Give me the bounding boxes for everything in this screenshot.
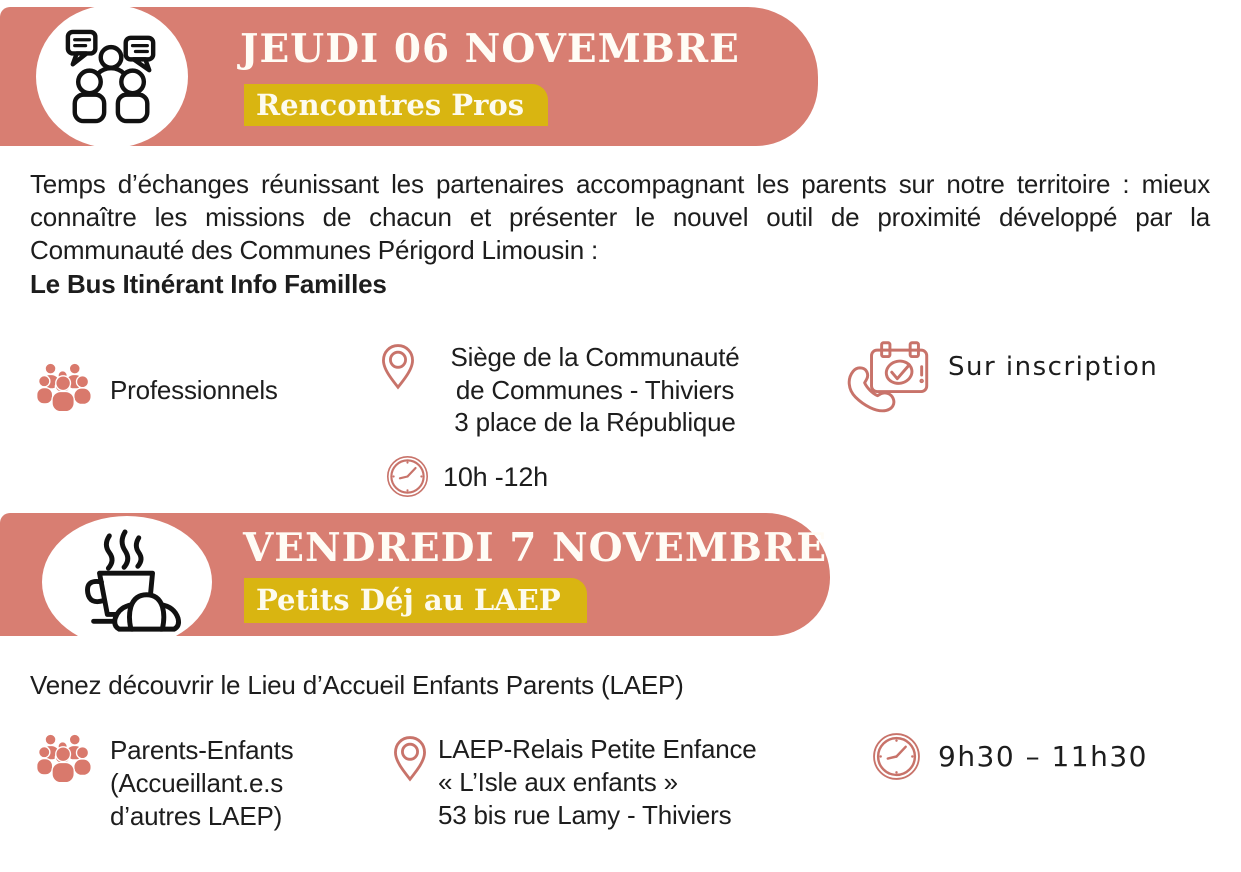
event2-audience-line2: (Accueillant.e.s — [110, 768, 284, 798]
event2-icon-circle — [42, 516, 212, 648]
event1-icon-circle — [36, 5, 188, 148]
event1-title: JEUDI 06 NOVEMBRE — [240, 26, 740, 72]
event1-location-line2: de Communes - Thiviers — [455, 374, 735, 405]
event2-location-line2: « L’Isle aux enfants » — [438, 767, 678, 797]
event1-description: Temps d’échanges réunissant les partenaires accompagnant les parents sur notre territoire : mieux connaître les missions de chacun et présenter le nouvel outil de proximité développé par la Communauté des Communes Périgord Limousin : — [30, 169, 1210, 265]
event2-time: 9h30 – 11h30 — [938, 740, 1148, 773]
event2-location-line3: 53 bis rue Lamy - Thiviers — [438, 800, 732, 830]
event2-location — [438, 733, 828, 832]
event2-location-line1: LAEP-Relais Petite Enfance — [438, 734, 757, 764]
event2-intro: Venez découvrir le Lieu d’Accueil Enfants Parents (LAEP) — [30, 670, 684, 700]
event2-audience-line1: Parents-Enfants — [110, 735, 294, 765]
chat-people-icon — [62, 28, 162, 126]
location-pin-icon — [393, 735, 427, 794]
event1-audience: Professionnels — [110, 375, 278, 405]
event2-title: VENDREDI 7 NOVEMBRE — [243, 525, 828, 571]
people-group-icon — [36, 360, 98, 416]
clock-icon — [386, 455, 429, 498]
event1-badge: Rencontres Pros — [244, 84, 548, 126]
coffee-croissant-icon — [68, 528, 186, 636]
event1-location — [420, 341, 770, 439]
clock-icon — [872, 732, 921, 781]
event2-audience-line3: d’autres LAEP) — [110, 801, 283, 831]
event1-registration: Sur inscription — [948, 352, 1159, 382]
event1-description-bold: Le Bus Itinérant Info Familles — [30, 269, 387, 299]
phone-calendar-icon — [843, 338, 935, 423]
event2-badge: Petits Déj au LAEP — [244, 578, 587, 623]
event1-time: 10h -12h — [443, 462, 548, 492]
event1-location-line3: 3 place de la République — [454, 407, 736, 437]
event1-description-block — [30, 168, 1210, 301]
event2-audience — [110, 734, 370, 833]
people-group-icon — [36, 731, 98, 787]
location-pin-icon — [381, 343, 415, 402]
event1-location-line1: Siège de la Communauté — [450, 342, 740, 372]
